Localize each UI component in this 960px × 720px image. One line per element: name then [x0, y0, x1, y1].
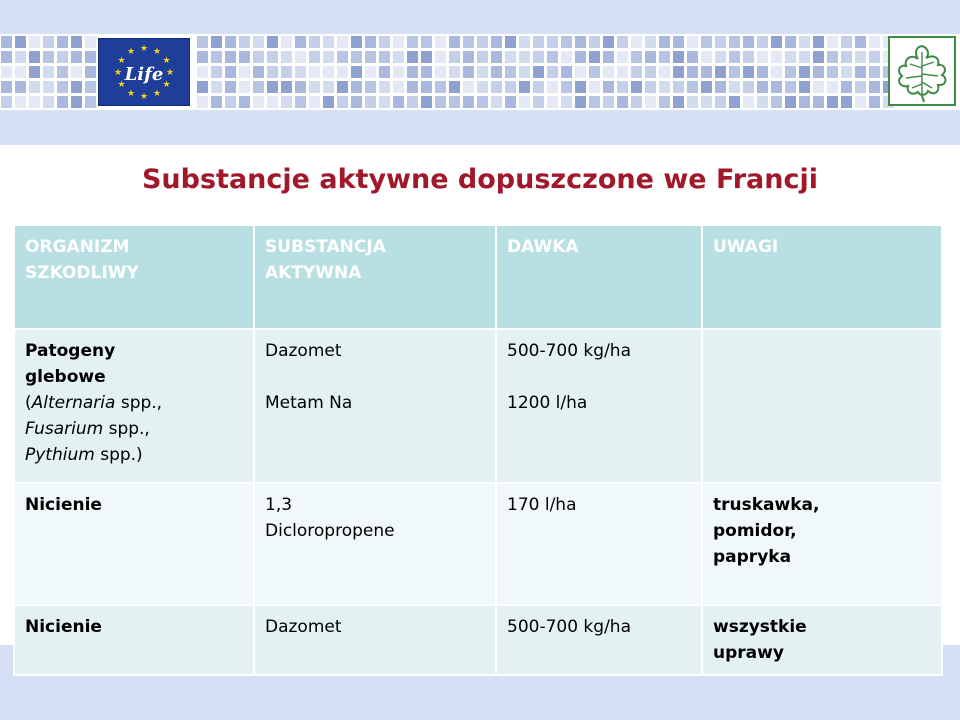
page-title: Substancje aktywne dopuszczone we Francji — [141, 164, 818, 195]
svg-text:★: ★ — [152, 47, 162, 58]
oak-leaf-icon — [890, 38, 954, 104]
cell-notes — [702, 329, 942, 483]
cell-dose: 500-700 kg/ha 1200 l/ha — [496, 329, 702, 483]
table-row — [14, 605, 942, 675]
cell-organism: Patogeny glebowe (Alternaria spp., Fusarium spp., Pythium spp.) — [14, 329, 254, 483]
svg-text:★: ★ — [117, 56, 126, 66]
header-substance: SUBSTANCJA AKTYWNA — [254, 225, 496, 329]
cell-substance: 1,3 Dicloropropene — [254, 483, 496, 605]
header-organism: ORGANIZM SZKODLIWY — [14, 225, 254, 329]
table-row — [14, 329, 942, 483]
header-notes: UWAGI — [702, 225, 942, 329]
svg-text:★: ★ — [126, 47, 136, 58]
eu-stars-icon — [99, 39, 189, 105]
svg-text:★: ★ — [139, 44, 149, 54]
cell-substance: Dazomet Metam Na — [254, 329, 496, 483]
svg-text:★: ★ — [139, 92, 149, 102]
life-logo-text: Life — [124, 64, 164, 85]
substances-table — [13, 224, 943, 676]
cell-substance: Dazomet — [254, 605, 496, 675]
cell-organism: Nicienie — [14, 483, 254, 605]
table-header-row — [14, 225, 942, 329]
header-dose: DAWKA — [496, 225, 702, 329]
svg-text:★: ★ — [117, 80, 126, 90]
svg-text:★: ★ — [162, 56, 171, 66]
eu-life-logo — [98, 38, 190, 106]
svg-text:★: ★ — [113, 68, 123, 78]
cell-dose: 170 l/ha — [496, 483, 702, 605]
svg-text:★: ★ — [126, 88, 136, 99]
cell-notes: wszystkie uprawy — [702, 605, 942, 675]
svg-text:★: ★ — [162, 80, 171, 90]
cell-notes: truskawka, pomidor, papryka — [702, 483, 942, 605]
cell-dose: 500-700 kg/ha — [496, 605, 702, 675]
svg-text:★: ★ — [152, 88, 162, 99]
table-row — [14, 483, 942, 605]
cell-organism: Nicienie — [14, 605, 254, 675]
svg-text:★: ★ — [165, 68, 175, 78]
oak-leaf-logo — [888, 36, 956, 106]
